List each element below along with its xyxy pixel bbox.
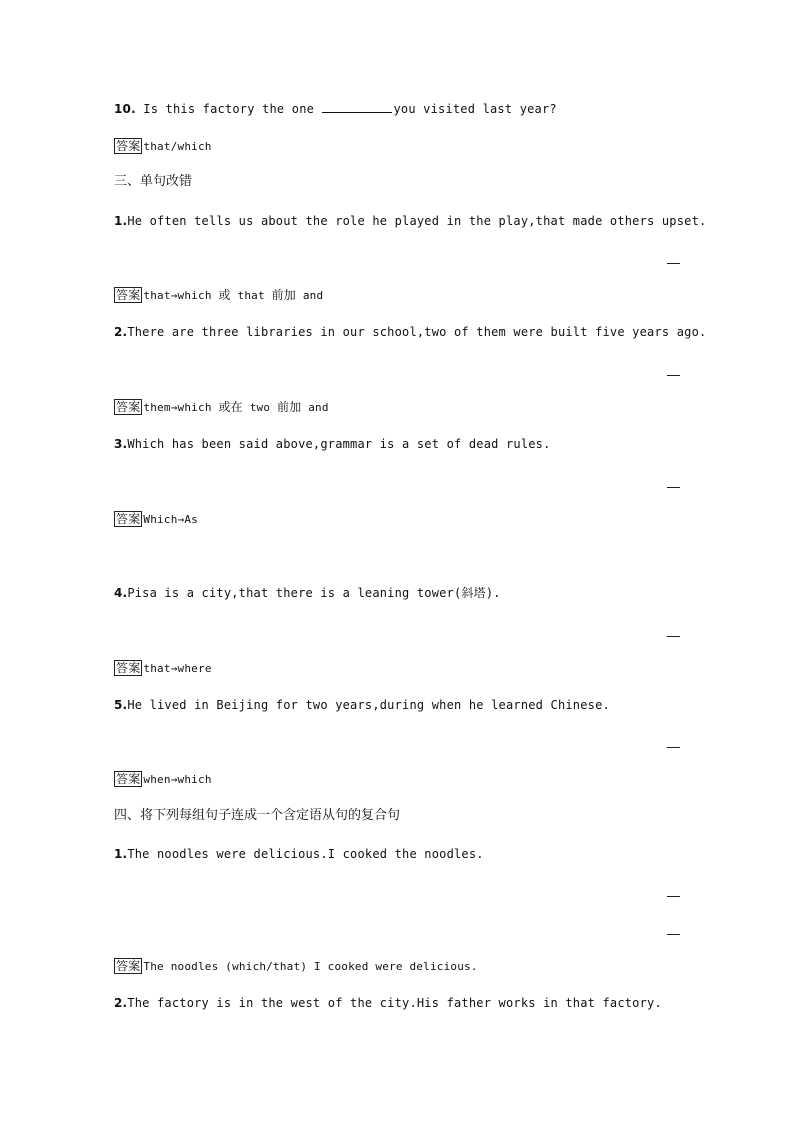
question-text: ).: [485, 586, 501, 600]
question-number: 1.: [114, 847, 128, 861]
arrow-icon: →: [170, 662, 178, 675]
answer-text: 或在: [218, 400, 243, 414]
s3-question-3: [114, 436, 551, 452]
question-text: The noodles were delicious.I cooked the noodles.: [127, 847, 484, 861]
answer-10: [114, 138, 212, 155]
question-text-after: you visited last year?: [393, 102, 557, 116]
answer-text: them: [143, 401, 171, 414]
answer-dash: [667, 636, 680, 637]
question-text: Which has been said above,grammar is a set of dead rules.: [127, 437, 551, 451]
question-number: 5.: [114, 698, 128, 712]
s4-answer-1: [114, 958, 478, 975]
s3-question-4: [114, 585, 501, 601]
s3-question-1: [114, 213, 706, 229]
s3-question-5: [114, 697, 610, 713]
answer-dash: [667, 896, 680, 897]
question-number: 4.: [114, 586, 128, 600]
s3-answer-2: [114, 399, 329, 416]
answer-badge: 答案: [116, 288, 141, 302]
answer-dash: [667, 747, 680, 748]
answer-text: and: [301, 401, 329, 414]
question-10: [114, 101, 557, 117]
s3-answer-4: [114, 660, 212, 677]
answer-badge: 答案: [116, 661, 141, 675]
answer-text: when: [143, 773, 171, 786]
question-text: 斜塔: [461, 586, 486, 600]
answer-text: that: [230, 289, 272, 302]
answer-dash: [667, 263, 680, 264]
answer-text: Which: [143, 513, 178, 526]
question-text-before: Is this factory the one: [135, 102, 322, 116]
answer-text: that/which: [143, 140, 212, 153]
answer-dash: [667, 487, 680, 488]
question-text: The factory is in the west of the city.His father works in that factory.: [127, 996, 662, 1010]
section-3-title: 三、单句改错: [114, 174, 193, 189]
answer-badge: 答案: [116, 959, 141, 973]
section-4-title: 四、将下列每组句子连成一个含定语从句的复合句: [114, 808, 401, 823]
arrow-icon: →: [177, 513, 185, 526]
answer-text: 或: [218, 288, 231, 302]
question-text: He lived in Beijing for two years,during when he learned Chinese.: [127, 698, 610, 712]
answer-text: The noodles (which/that) I cooked were delicious.: [143, 960, 478, 973]
question-text: He often tells us about the role he played in the play,that made others upset.: [127, 214, 707, 228]
answer-text: that: [143, 289, 171, 302]
answer-text: and: [296, 289, 324, 302]
answer-dash: [667, 934, 680, 935]
answer-text: 前加: [277, 400, 302, 414]
s3-answer-3: [114, 511, 198, 528]
question-text: There are three libraries in our school,two of them were built five years ago.: [127, 325, 707, 339]
s4-question-2: [114, 995, 662, 1011]
question-text: Pisa is a city,that there is a leaning tower(: [127, 586, 462, 600]
answer-badge: 答案: [116, 512, 141, 526]
s3-question-2: [114, 324, 706, 340]
answer-text: As: [184, 513, 199, 526]
answer-text: where: [177, 662, 212, 675]
answer-badge: 答案: [116, 139, 141, 153]
question-number: 1.: [114, 214, 128, 228]
s3-answer-1: [114, 287, 323, 304]
fill-blank: [322, 101, 392, 113]
arrow-icon: →: [170, 401, 178, 414]
answer-text: that: [143, 662, 171, 675]
question-number: 3.: [114, 437, 128, 451]
s3-answer-5: [114, 771, 212, 788]
arrow-icon: →: [170, 773, 178, 786]
s4-question-1: [114, 846, 484, 862]
answer-text: which: [177, 401, 219, 414]
answer-badge: 答案: [116, 400, 141, 414]
answer-text: 前加: [271, 288, 297, 302]
answer-text: two: [242, 401, 277, 414]
question-number: 2.: [114, 325, 128, 339]
answer-badge: 答案: [116, 772, 141, 786]
arrow-icon: →: [170, 289, 178, 302]
question-number: 10.: [114, 102, 136, 116]
answer-dash: [667, 375, 680, 376]
answer-text: which: [177, 289, 219, 302]
answer-text: which: [177, 773, 212, 786]
question-number: 2.: [114, 996, 128, 1010]
